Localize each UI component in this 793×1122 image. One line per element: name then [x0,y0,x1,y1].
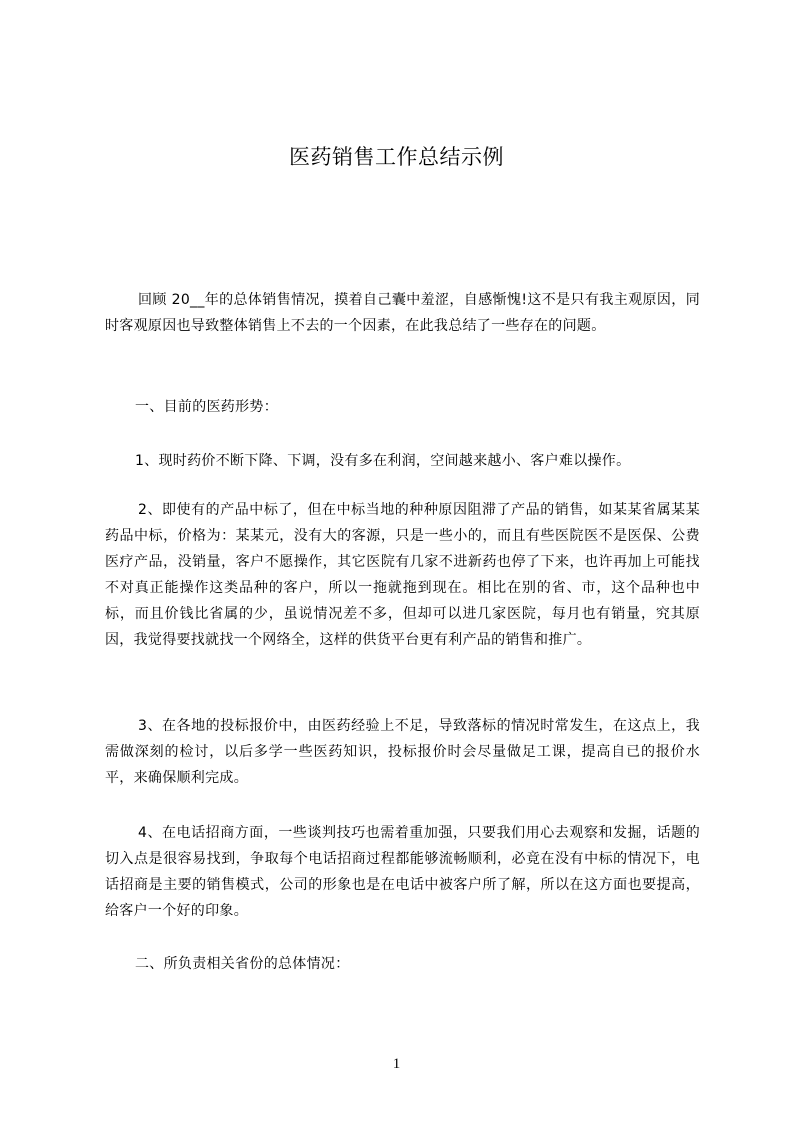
section-heading-situation: 一、目前的医药形势： [135,399,278,415]
paragraph-intro: 回顾 20__年的总体销售情况，摸着自己囊中羞涩，自感惭愧!这不是只有我主观原因，同时客观原因也导致整体销售上不去的一个因素，在此我总结了一些存在的问题。 [105,292,700,334]
paragraph-point-3: 3、在各地的投标报价中，由医药经验上不足，导致落标的情况时常发生，在这点上，我需做深刻的检讨，以后多学一些医药知识，投标报价时会尽量做足工课，提高自已的报价水平，来确保顺利完成。 [105,718,700,786]
section-heading-provinces: 二、所负责相关省份的总体情况： [135,956,350,972]
page-number: 1 [392,1056,401,1072]
paragraph-point-1: 1、现时药价不断下降、下调，没有多在利润，空间越来越小、客户难以操作。 [135,453,631,469]
document-title: 医药销售工作总结示例 [289,145,504,169]
paragraph-point-2: 2、即使有的产品中标了，但在中标当地的种种原因阻滞了产品的销售，如某某省属某某药品中标，价格为：某某元，没有大的客源，只是一些小的，而且有些医院医不是医保、公费医疗产品，没销量，客户不愿操作，其它医院有几家不进新药也停了下来，也许再加上可能找不对真正能操作这类品种的客户，所以一拖就拖到现在。相比在别的省、市，这个品种也中标，而且价钱比省属的少，虽说情况差不多，但却可以进几家医院，每月也有销量，究其原因，我觉得要找就找一个网络全，这样的供货平台更有利产品的销售和推广。 [105,502,700,648]
paragraph-point-4: 4、在电话招商方面，一些谈判技巧也需着重加强，只要我们用心去观察和发掘，话题的切入点是很容易找到，争取每个电话招商过程都能够流畅顺利，必竟在没有中标的情况下，电话招商是主要的销售模式，公司的形象也是在电话中被客户所了解，所以在这方面也要提高，给客户一个好的印象。 [105,825,700,919]
